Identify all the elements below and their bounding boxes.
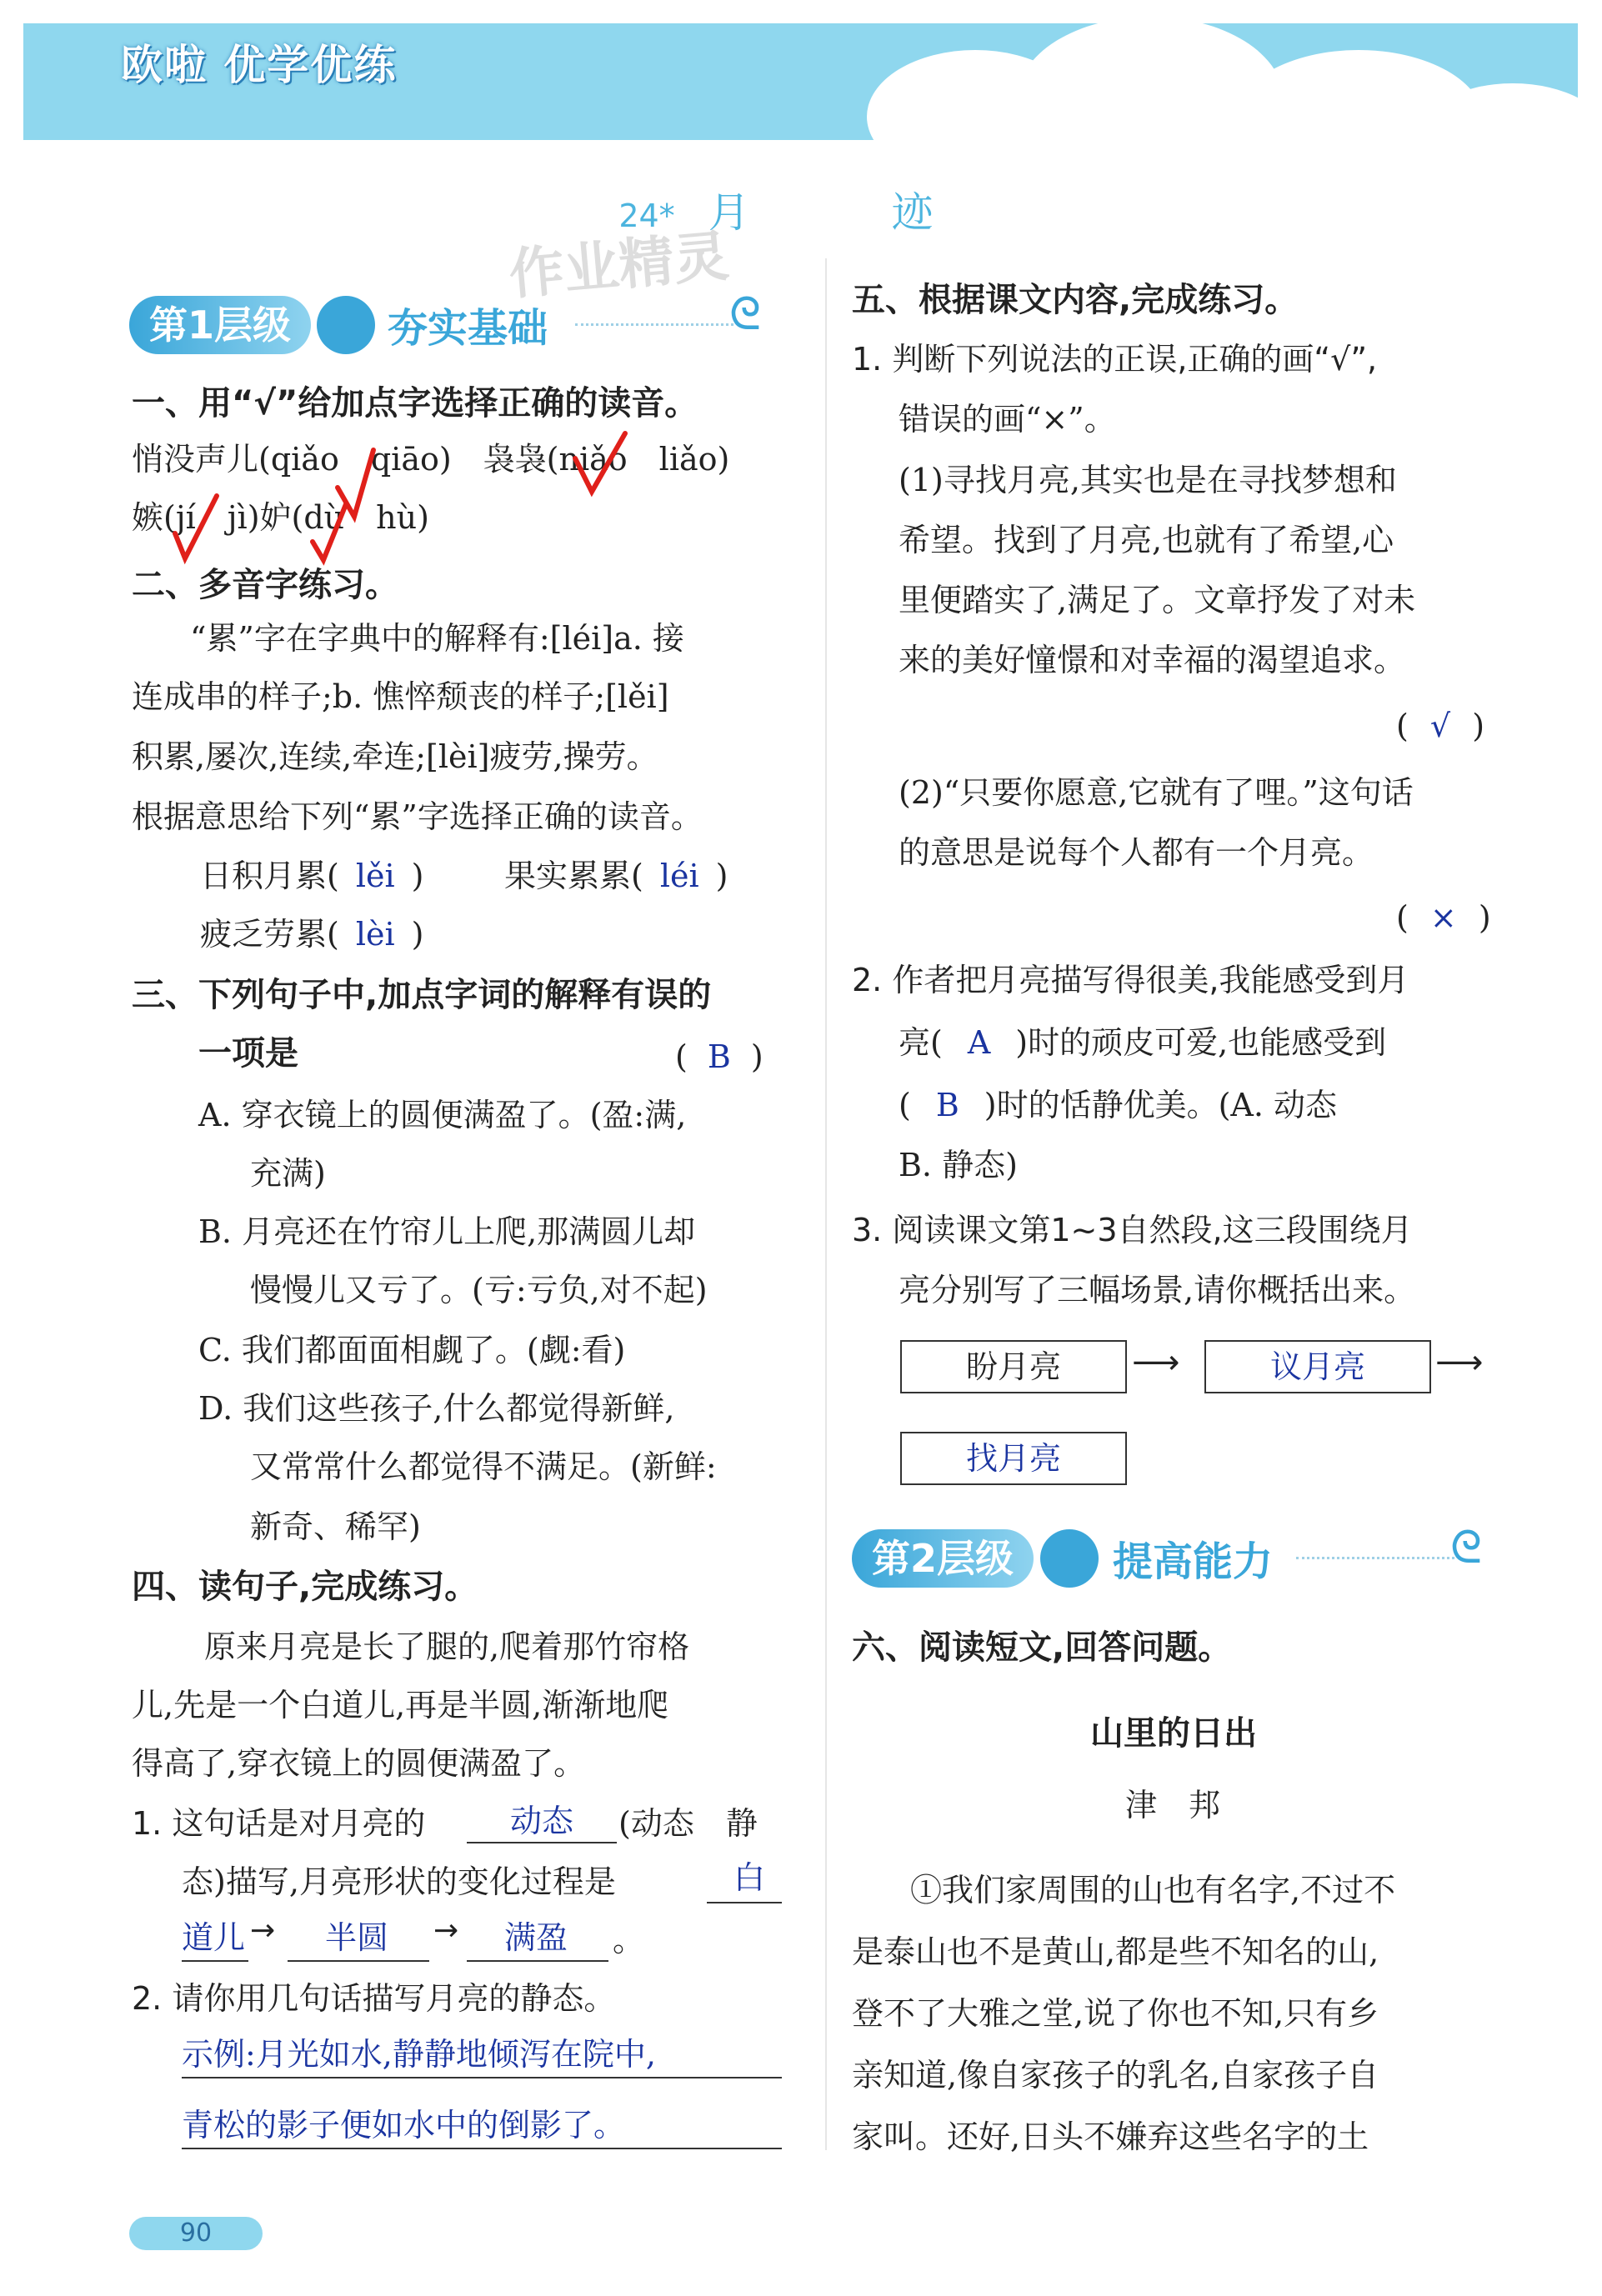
column-divider [825,258,827,2150]
level2-title: 提高能力 [1113,1538,1274,1585]
article-p1: ①我们家周围的山也有名字,不过不 [910,1872,1396,1908]
check-mark-du [313,504,346,560]
q4-s1d-blank [707,1902,782,1903]
q4-s1f: 半圆 [325,1919,389,1956]
q5-j2b: 的意思是说每个人都有一个月亮。 [899,834,1374,871]
swirl-icon: ᘓ [1450,1521,1483,1573]
q4-s2: 2. 请你用几句话描写月亮的静态。 [132,1980,616,2017]
check-marks [125,417,642,567]
arrow-icon: → [250,1913,276,1948]
q3-answer-slot: ( B ) [675,1038,763,1075]
q2-word3-text: 疲乏劳累( [200,916,339,953]
q5-j2a: (2)“只要你愿意,它就有了哩。”这句话 [899,774,1414,811]
q2-answer3: lèi [355,916,395,953]
article-p3: 登不了大雅之堂,说了你也不知,只有乡 [852,1995,1379,2032]
q3-option-d3: 新奇、稀罕) [250,1508,421,1545]
watermark: 作业精灵 [506,223,732,308]
q5-i1b: 错误的画“×”。 [899,401,1116,438]
q4-s1e-blank [182,1960,248,1962]
cloud-decoration [1417,83,1602,192]
q5-i2d: ( [899,1087,911,1123]
q4-s1c: 态)描写,月亮形状的变化过程是 [182,1863,616,1900]
q5-j2-answer: × [1429,899,1457,936]
page-number: 90 [129,2217,263,2250]
level2-dotted-line [1296,1557,1454,1559]
q5-j1c: 里便踏实了,满足了。文章抒发了对未 [899,582,1416,618]
q2-p3: 积累,屡次,连续,牵连;[lèi]疲劳,操劳。 [132,738,658,775]
q4-s1-blank [467,1842,617,1843]
level2-badge: 第2层级 [852,1529,1034,1588]
q1-line1: 悄没声儿(qiǎo qiāo) 袅袅(niǎo liǎo) [132,441,730,478]
check-mark-niao [575,433,625,492]
level2-icon [1040,1529,1099,1588]
q3-answer: B [707,1038,731,1075]
arrow-icon: ⟶ [1132,1343,1180,1382]
q2-p2: 连成串的样子;b. 憔悴颓丧的样子;[lěi] [132,678,669,715]
q5-j1-slot: ( √ ) [1396,708,1485,744]
q4-p3: 得高了,穿衣镜上的圆便满盈了。 [132,1745,586,1782]
q2-close: ) [715,858,728,894]
q4-s1a: 1. 这句话是对月亮的 [132,1805,426,1842]
q3-option-d1: D. 我们这些孩子,什么都觉得新鲜, [198,1390,675,1427]
q5-i2f: B. 静态) [899,1147,1018,1183]
q2-heading: 二、多音字练习。 [132,566,398,604]
q5-i1a: 1. 判断下列说法的正误,正确的画“√”, [852,341,1378,378]
q3-heading2: 一项是 [198,1034,298,1073]
q5-j1d: 来的美好憧憬和对幸福的渴望追求。 [899,642,1406,678]
q2-word2-text: 果实累累( [504,858,643,894]
q3-heading1: 三、下列句子中,加点字词的解释有误的 [132,976,712,1014]
q5-i2-line2 [899,1013,1386,1073]
level1-dotted-line [575,323,733,326]
q4-p2: 儿,先是一个白道儿,再是半圆,渐渐地爬 [132,1687,669,1723]
level1-icon [317,296,375,354]
q5-j2-slot: ( × ) [1396,899,1491,936]
article-p2: 是泰山也不是黄山,都是些不知名的山, [852,1933,1379,1970]
q2-word2 [504,846,728,906]
q3-option-a2: 充满) [250,1155,326,1192]
q2-p1: “累”字在字典中的解释有:[léi]a. 接 [190,620,684,657]
article-title: 山里的日出 [1090,1713,1257,1753]
q1-heading: 一、用“√”给加点字选择正确的读音。 [132,384,698,423]
q5-i3a: 3. 阅读课文第1~3自然段,这三段围绕月 [852,1212,1413,1248]
q4-s1d: 白 [733,1859,766,1896]
q5-i2c: )时的顽皮可爱,也能感受到 [1015,1024,1387,1061]
q2-word3 [200,904,423,964]
q4-s2-answer2: 青松的影子便如水中的倒影了。 [182,2107,626,2143]
q5-i2b: 亮( [899,1024,943,1061]
q5-i2e: )时的恬静优美。(A. 动态 [984,1087,1338,1123]
article-p5: 家叫。还好,日头不嫌弃这些名字的土 [852,2118,1369,2155]
level1-title: 夯实基础 [388,305,548,352]
swirl-icon: ᘓ [729,288,762,340]
q1-line2: 嫉(jí jì)妒(dù hù) [132,499,429,536]
arrow-icon: → [433,1913,459,1948]
lesson-title [0,179,1602,239]
q4-s1-answer: 动态 [510,1803,574,1839]
q5-i2a: 2. 作者把月亮描写得很美,我能感受到月 [852,962,1409,998]
q5-i2-line3 [899,1075,1337,1135]
check-mark-ji [175,496,217,558]
q3-option-b2: 慢慢儿又亏了。(亏:亏负,对不起) [250,1272,708,1308]
q4-s2-blank2 [182,2148,782,2149]
scene-box-2: 议月亮 [1204,1340,1431,1393]
brand-logo: 欧啦 优学优练 [121,41,398,89]
arrow-icon: ⟶ [1435,1343,1484,1382]
q5-heading: 五、根据课文内容,完成练习。 [852,281,1299,319]
q2-p4: 根据意思给下列“累”字选择正确的读音。 [132,798,703,835]
q4-s1f-blank [288,1960,429,1962]
q4-s2-blank1 [182,2077,782,2078]
q2-word1-text: 日积月累( [200,858,339,894]
q5-i2-answer1: A [967,1024,991,1061]
article-p4: 亲知道,像自家孩子的乳名,自家孩子自 [852,2057,1379,2093]
q5-i3b: 亮分别写了三幅场景,请你概括出来。 [899,1272,1416,1308]
q2-answer2: léi [659,858,699,894]
q4-s1e: 道儿 [182,1919,246,1956]
q4-p1: 原来月亮是长了腿的,爬着那竹帘格 [204,1628,690,1665]
q2-close: ) [411,916,424,953]
lesson-name: 月 迹 [708,188,984,237]
q2-answer1: lěi [355,858,395,894]
scene-box-3: 找月亮 [900,1432,1127,1485]
q5-i2-answer2: B [935,1087,959,1123]
q5-j1a: (1)寻找月亮,其实也是在寻找梦想和 [899,462,1397,498]
q6-heading: 六、阅读短文,回答问题。 [852,1628,1232,1667]
q4-s1g: 满盈 [504,1919,568,1956]
q5-j1b: 希望。找到了月亮,也就有了希望,心 [899,522,1394,558]
q3-option-c1: C. 我们都面面相觑了。(觑:看) [198,1332,626,1368]
level1-badge: 第1层级 [129,296,311,354]
q3-option-a1: A. 穿衣镜上的圆便满盈了。(盈:满, [198,1097,687,1133]
q2-close: ) [411,858,424,894]
lesson-number: 24* [618,198,675,234]
article-author: 津 邦 [1125,1787,1221,1823]
q3-option-d2: 又常常什么都觉得不满足。(新鲜: [250,1448,717,1485]
q5-j1-answer: √ [1429,708,1451,744]
q4-heading: 四、读句子,完成练习。 [132,1568,478,1606]
q2-word1 [200,846,423,906]
q4-s1b: (动态 静 [618,1805,758,1842]
q4-s2-answer1: 示例:月光如水,静静地倾泻在院中, [182,2036,656,2073]
q4-s1g-blank [467,1960,608,1962]
scene-box-1: 盼月亮 [900,1340,1127,1393]
q4-end: 。 [613,1922,645,1958]
q3-option-b1: B. 月亮还在竹帘儿上爬,那满圆儿却 [198,1213,696,1250]
